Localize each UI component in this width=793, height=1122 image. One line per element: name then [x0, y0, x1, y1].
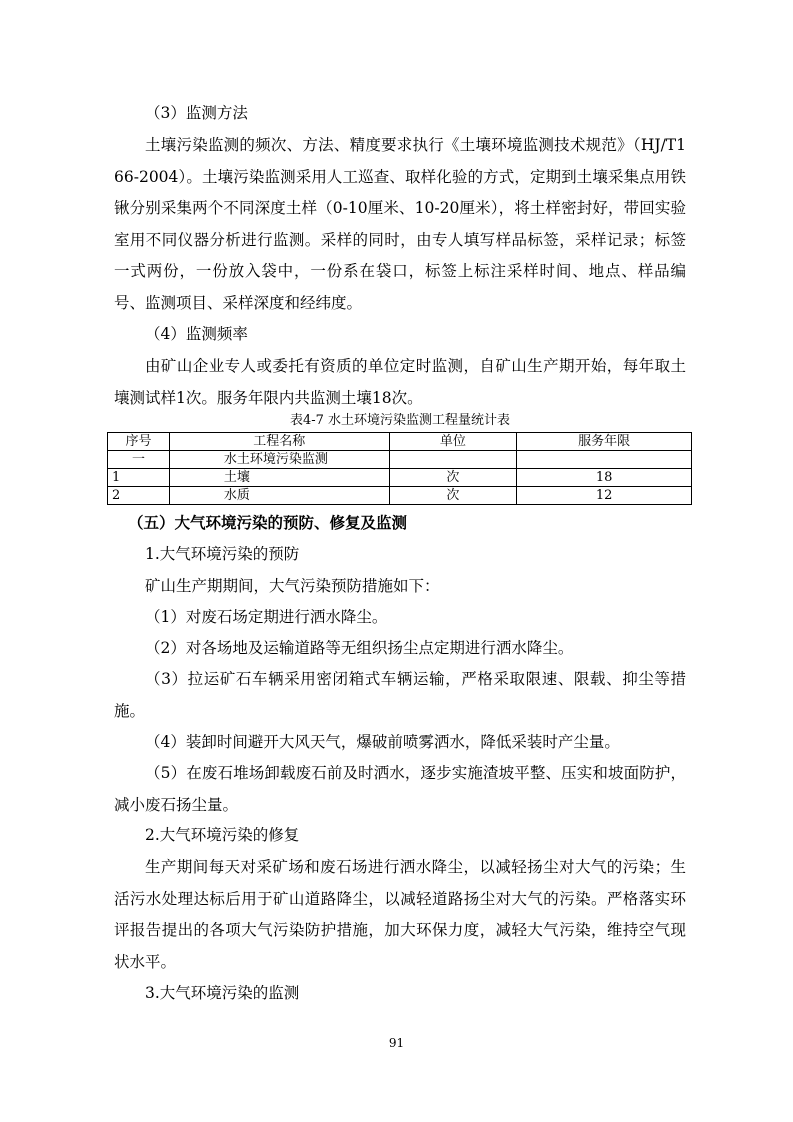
subheading-air-prevention: 1.大气环境污染的预防	[145, 545, 300, 563]
header-serial: 序号	[108, 433, 170, 451]
list-item-measure-3: （3）拉运矿石车辆采用密闭箱式车辆运输，严格采取限速、限载、抑尘等措施。	[114, 670, 686, 720]
paragraph-soil-monitoring-method: 土壤污染监测的频次、方法、精度要求执行《土壤环境监测技术规范》（HJ/T166-2004）。土壤污染监测采用人工巡查、取样化验的方式，定期到土壤采集点用铁锹分别采集两个不同深度土样（0-10厘米、10-20厘米），将土样密封好，带回实验室用不同仪器分析进行监测。采样的同时，由专人填写样品标签，采样记录；标签一式两份，一份放入袋中，一份系在袋口，标签上标注采样时间、地点、样品编号、监测项目、采样深度和经纬度。	[114, 136, 686, 312]
header-unit: 单位	[389, 433, 517, 451]
cell-service-years: 18	[517, 469, 692, 487]
table-row	[108, 487, 692, 505]
subheading-monitoring-frequency: （4）监测频率	[145, 325, 248, 343]
cell-serial: 1	[108, 469, 170, 487]
cell-serial: 一	[108, 451, 170, 469]
table-caption: 表4-7 水土环境污染监测工程量统计表	[289, 413, 511, 428]
header-project-name: 工程名称	[169, 433, 389, 451]
cell-serial: 2	[108, 487, 170, 505]
cell-unit	[389, 451, 517, 469]
list-item-measure-1: （1）对废石场定期进行洒水降尘。	[145, 608, 388, 626]
table-header-row	[108, 433, 692, 451]
cell-service-years: 12	[517, 487, 692, 505]
section-heading-air-pollution: （五）大气环境污染的预防、修复及监测	[128, 513, 408, 532]
table-row	[108, 451, 692, 469]
table-row	[108, 469, 692, 487]
paragraph-air-restoration: 生产期间每天对采矿场和废石场进行洒水降尘，以减轻扬尘对大气的污染；生活污水处理达标后用于矿山道路降尘，以减轻道路扬尘对大气的污染。严格落实环评报告提出的各项大气污染防护措施，加大环保力度，减轻大气污染，维持空气现状水平。	[114, 858, 686, 971]
paragraph-air-prevention-intro: 矿山生产期期间，大气污染预防措施如下：	[145, 577, 440, 595]
subheading-air-monitoring: 3.大气环境污染的监测	[145, 984, 300, 1002]
cell-service-years	[517, 451, 692, 469]
monitoring-quantity-table	[107, 432, 692, 505]
list-item-measure-4: （4）装卸时间避开大风天气，爆破前喷雾洒水，降低采装时产尘量。	[145, 733, 620, 751]
header-service-years: 服务年限	[517, 433, 692, 451]
page-number: 91	[388, 1036, 405, 1050]
cell-project-name: 土壤	[169, 469, 389, 487]
cell-unit: 次	[389, 469, 517, 487]
subheading-monitoring-method: （3）监测方法	[145, 104, 248, 122]
cell-project-name: 水质	[169, 487, 389, 505]
subheading-air-restoration: 2.大气环境污染的修复	[145, 826, 300, 844]
paragraph-monitoring-frequency: 由矿山企业专人或委托有资质的单位定时监测，自矿山生产期开始，每年取土壤测试样1次。服务年限内共监测土壤18次。	[114, 357, 686, 407]
list-item-measure-5: （5）在废石堆场卸载废石前及时洒水，逐步实施渣坡平整、压实和坡面防护，减小废石扬尘量。	[114, 764, 686, 814]
cell-unit: 次	[389, 487, 517, 505]
cell-project-name: 水土环境污染监测	[169, 451, 389, 469]
list-item-measure-2: （2）对各场地及运输道路等无组织扬尘点定期进行洒水降尘。	[145, 639, 574, 657]
